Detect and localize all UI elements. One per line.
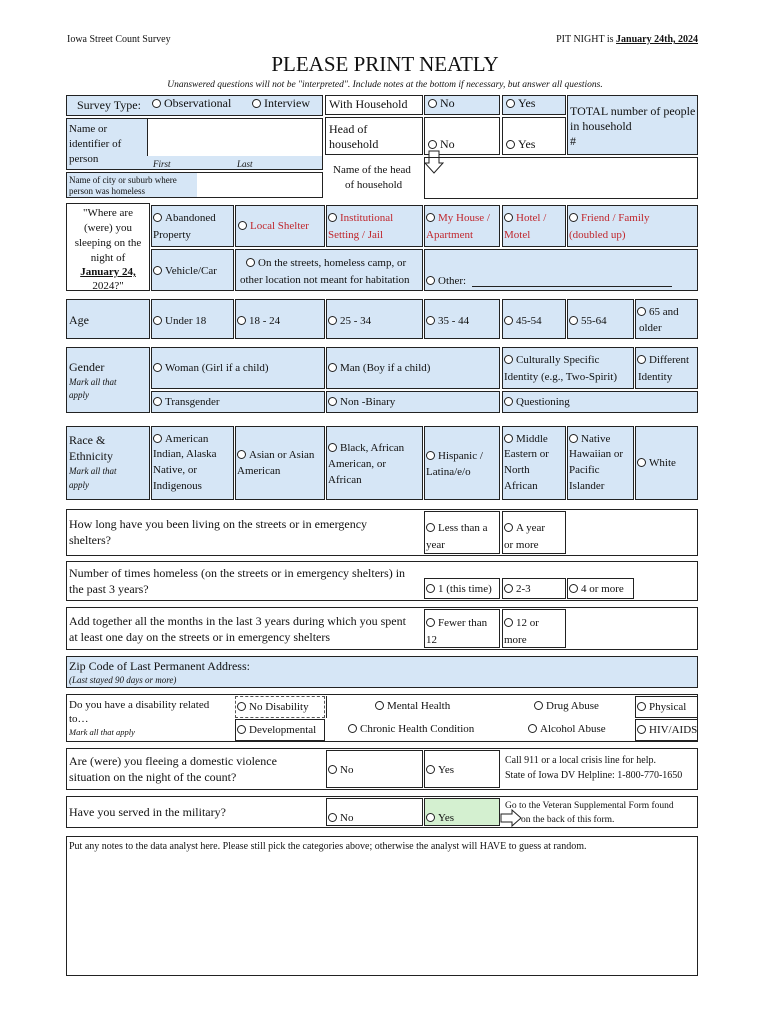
radio-icon xyxy=(328,316,337,325)
radio-icon xyxy=(426,765,435,774)
total-household-box[interactable]: TOTAL number of people in household # xyxy=(567,95,698,155)
radio-icon xyxy=(328,765,337,774)
last-name-label: Last xyxy=(237,159,253,169)
radio-icon xyxy=(504,618,513,627)
radio-icon xyxy=(375,701,384,710)
pit-night: PIT NIGHT is January 24th, 2024 xyxy=(556,34,698,45)
age-45-54[interactable]: 45-54 xyxy=(502,299,566,339)
radio-icon xyxy=(153,266,162,275)
page-subtitle: Unanswered questions will not be "interpreted". Include notes at the bottom if necessary, but answer all questions. xyxy=(167,80,603,90)
radio-icon xyxy=(504,434,513,443)
radio-icon xyxy=(428,140,437,149)
radio-icon xyxy=(637,458,646,467)
radio-icon xyxy=(348,724,357,733)
dv-help-line1: Call 911 or a local crisis line for help. xyxy=(505,755,656,766)
radio-icon xyxy=(569,316,578,325)
gender-questioning[interactable]: Questioning xyxy=(502,391,698,413)
race-white[interactable]: White xyxy=(635,426,698,500)
military-box: Have you served in the military? xyxy=(66,796,698,828)
dv-no[interactable]: No xyxy=(326,750,423,788)
radio-icon xyxy=(153,316,162,325)
radio-icon xyxy=(153,213,162,222)
radio-icon xyxy=(504,355,513,364)
first-name-label: First xyxy=(153,159,171,169)
sleep-friend-family[interactable]: Friend / Family (doubled up) xyxy=(567,205,698,247)
radio-icon xyxy=(637,307,646,316)
sleep-institutional[interactable]: Institutional Setting / Jail xyxy=(326,205,423,247)
name-box: Name or identifier of person First Last xyxy=(66,118,323,170)
other-line xyxy=(472,286,672,287)
race-native-hawaiian[interactable]: Native Hawaiian or Pacific Islander xyxy=(567,426,634,500)
zip-label: Zip Code of Last Permanent Address: xyxy=(69,659,250,673)
radio-icon xyxy=(426,213,435,222)
disability-developmental[interactable]: Developmental xyxy=(235,719,325,741)
race-middle-eastern[interactable]: Middle Eastern or North African xyxy=(502,426,566,500)
radio-icon xyxy=(426,813,435,822)
disability-alcohol[interactable]: Alcohol Abuse xyxy=(502,719,634,741)
sleeping-question: "Where are (were) you sleeping on the night of January 24, 2024?" xyxy=(66,203,150,291)
page-title: PLEASE PRINT NEATLY xyxy=(271,52,499,76)
disability-hiv[interactable]: HIV/AIDS xyxy=(635,719,698,741)
disability-none[interactable]: No Disability xyxy=(235,696,325,718)
sleep-streets[interactable]: On the streets, homeless camp, or other location not meant for habitation xyxy=(235,249,423,291)
sleep-abandoned[interactable]: Abandoned Property xyxy=(151,205,234,247)
radio-icon xyxy=(426,451,435,460)
months-12-more[interactable]: 12 or more xyxy=(502,609,566,648)
zip-note: (Last stayed 90 days or more) xyxy=(69,675,177,685)
sleep-vehicle[interactable]: Vehicle/Car xyxy=(151,249,234,291)
radio-icon xyxy=(328,213,337,222)
radio-icon xyxy=(637,702,646,711)
radio-icon xyxy=(237,702,246,711)
times-2-3[interactable]: 2-3 xyxy=(502,578,566,599)
name-input[interactable] xyxy=(147,119,322,156)
age-65-older[interactable]: 65 and older xyxy=(635,299,698,339)
gender-different[interactable]: Different Identity xyxy=(635,347,698,389)
radio-icon xyxy=(237,450,246,459)
survey-type-box xyxy=(66,95,323,116)
howlong-less-year[interactable]: Less than a year xyxy=(424,511,500,554)
radio-icon xyxy=(504,584,513,593)
race-label-box: Race & Ethnicity Mark all that apply xyxy=(66,426,150,500)
name-label: Name or xyxy=(69,123,108,135)
head-household-box: Head of household xyxy=(325,117,423,155)
radio-icon xyxy=(426,523,435,532)
times-4-more[interactable]: 4 or more xyxy=(567,578,634,599)
age-under-18[interactable]: Under 18 xyxy=(151,299,234,339)
with-household-no[interactable]: No xyxy=(424,95,500,115)
howlong-year-more[interactable]: A year or more xyxy=(502,511,566,554)
radio-icon xyxy=(504,523,513,532)
gender-non-binary[interactable]: Non -Binary xyxy=(326,391,500,413)
radio-icon xyxy=(506,99,515,108)
radio-icon xyxy=(426,316,435,325)
radio-icon xyxy=(328,363,337,372)
age-35-44[interactable]: 35 - 44 xyxy=(424,299,500,339)
race-black[interactable]: Black, African American, or African xyxy=(326,426,423,500)
gender-man[interactable]: Man (Boy if a child) xyxy=(326,347,500,389)
age-label-box: Age xyxy=(66,299,150,339)
gender-transgender[interactable]: Transgender xyxy=(151,391,325,413)
radio-icon xyxy=(569,584,578,593)
radio-icon xyxy=(528,724,537,733)
race-hispanic[interactable]: Hispanic / Latina/e/o xyxy=(424,426,500,500)
radio-icon xyxy=(238,221,247,230)
radio-icon xyxy=(153,434,162,443)
radio-icon xyxy=(237,316,246,325)
radio-icon xyxy=(569,434,578,443)
survey-type-observational[interactable]: Observational xyxy=(152,96,231,111)
radio-icon xyxy=(504,316,513,325)
disability-chronic[interactable]: Chronic Health Condition xyxy=(326,719,500,741)
radio-icon xyxy=(328,443,337,452)
age-25-34[interactable]: 25 - 34 xyxy=(326,299,423,339)
city-box: Name of city or suburb where person was homeless xyxy=(66,172,323,198)
radio-icon xyxy=(252,99,261,108)
gender-culturally-specific[interactable]: Culturally Specific Identity (e.g., Two-Spirit) xyxy=(502,347,634,389)
city-input[interactable] xyxy=(197,173,322,197)
age-18-24[interactable]: 18 - 24 xyxy=(235,299,325,339)
pit-date: January 24th, 2024 xyxy=(616,34,698,45)
military-no[interactable]: No xyxy=(326,798,423,826)
radio-icon xyxy=(426,584,435,593)
radio-icon xyxy=(569,213,578,222)
notes-box[interactable] xyxy=(66,836,698,976)
sleep-hotel[interactable]: Hotel / Motel xyxy=(502,205,566,247)
head-name-input[interactable] xyxy=(424,157,698,199)
radio-icon xyxy=(328,813,337,822)
times-1[interactable]: 1 (this time) xyxy=(424,578,500,599)
radio-icon xyxy=(153,363,162,372)
dv-helpline: State of Iowa DV Helpline: 1-800-770-1650 xyxy=(505,770,683,781)
head-household-no[interactable]: No xyxy=(424,117,500,155)
disability-mental[interactable]: Mental Health xyxy=(326,696,500,718)
military-yes[interactable]: Yes xyxy=(424,798,500,826)
veteran-note-1: Go to the Veteran Supplemental Form found xyxy=(505,801,674,811)
sleep-other[interactable]: Other: xyxy=(424,249,698,291)
radio-icon xyxy=(504,397,513,406)
radio-icon xyxy=(246,258,255,267)
radio-icon xyxy=(152,99,161,108)
dv-box: Are (were) you fleeing a domestic violence situation on the night of the count? xyxy=(66,748,698,790)
survey-type-label: Survey Type: xyxy=(77,98,141,112)
months-fewer-12[interactable]: Fewer than 12 xyxy=(424,609,500,648)
radio-icon xyxy=(637,355,646,364)
survey-name: Iowa Street Count Survey xyxy=(67,34,171,45)
radio-icon xyxy=(506,140,515,149)
disability-box: Do you have a disability related to… Mark all that apply xyxy=(66,694,698,742)
gender-label-box: Gender Mark all that apply xyxy=(66,347,150,413)
radio-icon xyxy=(237,725,246,734)
radio-icon xyxy=(426,276,435,285)
disability-drug[interactable]: Drug Abuse xyxy=(502,696,634,718)
radio-icon xyxy=(637,725,646,734)
months-box: Add together all the months in the last 3 years during which you spent at least one day on the streets or in emergency shelters xyxy=(66,607,698,650)
radio-icon xyxy=(428,99,437,108)
sleep-local-shelter[interactable]: Local Shelter xyxy=(235,205,325,247)
head-household-yes[interactable]: Yes xyxy=(502,117,566,155)
radio-icon xyxy=(153,397,162,406)
zip-box[interactable] xyxy=(66,656,698,688)
age-55-64[interactable]: 55-64 xyxy=(567,299,634,339)
sleep-my-house[interactable]: My House / Apartment xyxy=(424,205,500,247)
notes-label: Put any notes to the data analyst here. Please still pick the categories above; otherwise the analyst will HAVE to guess at random. xyxy=(69,841,587,852)
veteran-note-2: on the back of this form. xyxy=(521,815,615,825)
radio-icon xyxy=(534,701,543,710)
times-box: Number of times homeless (on the streets or in emergency shelters) in the past 3 years? xyxy=(66,561,698,601)
race-asian[interactable]: Asian or Asian American xyxy=(235,426,325,500)
disability-physical[interactable]: Physical xyxy=(635,696,698,718)
with-household-box: With Household xyxy=(325,95,423,115)
race-american-indian[interactable]: American Indian, Alaska Native, or Indigenous xyxy=(151,426,234,500)
howlong-box: How long have you been living on the streets or in emergency shelters? xyxy=(66,509,698,556)
radio-icon xyxy=(504,213,513,222)
survey-type-interview[interactable]: Interview xyxy=(252,96,310,111)
radio-icon xyxy=(426,618,435,627)
radio-icon xyxy=(328,397,337,406)
dv-yes[interactable]: Yes xyxy=(424,750,500,788)
gender-woman[interactable]: Woman (Girl if a child) xyxy=(151,347,325,389)
with-household-yes[interactable]: Yes xyxy=(502,95,566,115)
